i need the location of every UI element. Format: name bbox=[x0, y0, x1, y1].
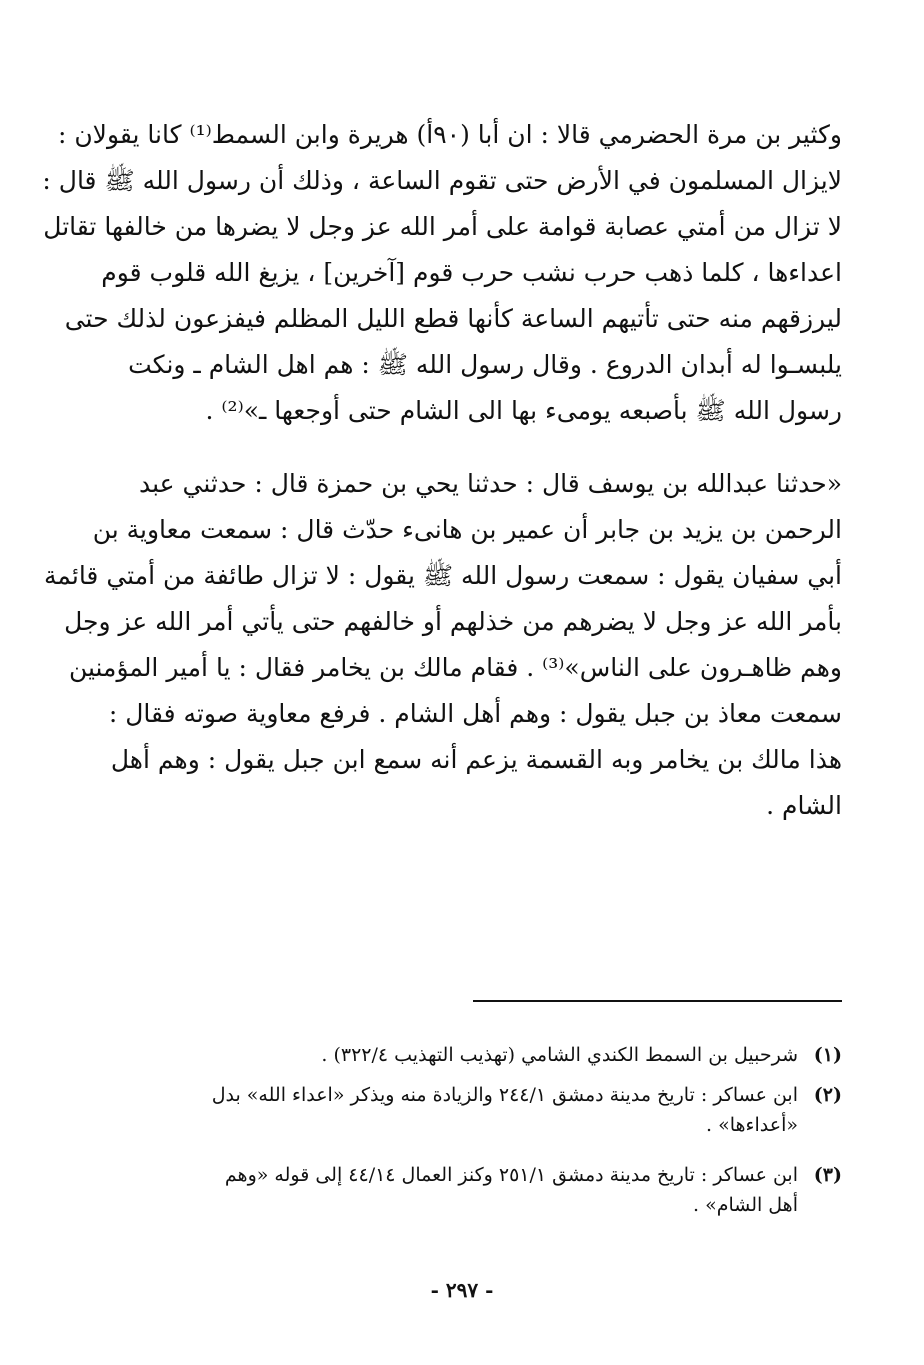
text-line: لايزال المسلمون في الأرض حتى تقوم الساعة ، وذلك أن رسول الله ﷺ قال : bbox=[42, 166, 842, 195]
footnote-line: ابن عساكر : تاريخ مدينة دمشق ٢٥١/١ وكنز العمال ٤٤/١٤ إلى قوله «وهم bbox=[224, 1164, 798, 1186]
text-line: الرحمن بن يزيد بن جابر أن عمير بن هانىء حدّث قال : سمعت معاوية بن bbox=[92, 515, 842, 544]
footnote-1 bbox=[120, 1040, 842, 1070]
body-paragraph-1 bbox=[42, 112, 842, 434]
text-line: سمعت معاذ بن جبل يقول : وهم أهل الشام . فرفع معاوية صوته فقال : bbox=[108, 699, 842, 728]
text-line: لا تزال من أمتي عصابة قوامة على أمر الله عز وجل لا يضرها من خالفها تقاتل bbox=[43, 212, 842, 241]
text-line: وكثير بن مرة الحضرمي قالا : ان أبا (٩٠أ) هريرة وابن السمط⁽¹⁾ كانا يقولان : bbox=[57, 120, 842, 149]
text-line: وهم ظاهـرون على الناس»⁽³⁾ . فقام مالك بن يخامر فقال : يا أمير المؤمنين bbox=[68, 653, 842, 682]
text-line: الشام . bbox=[766, 791, 842, 820]
footnote-divider bbox=[473, 1000, 842, 1002]
footnote-line: ابن عساكر : تاريخ مدينة دمشق ٢٤٤/١ والزيادة منه ويذكر «اعداء الله» بدل bbox=[211, 1084, 798, 1106]
page-number: - ٢٩٧ - bbox=[430, 1278, 494, 1302]
footnote-number: (٢) bbox=[813, 1084, 842, 1106]
footnote-text bbox=[120, 1040, 798, 1070]
text-line: ليرزقهم منه حتى تأتيهم الساعة كأنها قطع الليل المظلم فيفزعون لذلك حتى bbox=[64, 304, 842, 333]
text-line: «حدثنا عبدالله بن يوسف قال : حدثنا يحي بن حمزة قال : حدثني عبد bbox=[138, 469, 842, 498]
body-paragraph-2 bbox=[44, 461, 842, 829]
footnote-2 bbox=[120, 1080, 842, 1140]
footnote-3 bbox=[120, 1160, 842, 1220]
footnote-number: (١) bbox=[813, 1044, 842, 1066]
footnote-text bbox=[120, 1080, 798, 1140]
footnote-text bbox=[120, 1160, 798, 1220]
text-line: هذا مالك بن يخامر وبه القسمة يزعم أنه سمع ابن جبل يقول : وهم أهل bbox=[110, 745, 842, 774]
text-line: رسول الله ﷺ بأصبعه يومىء بها الى الشام حتى أوجعها ـ»⁽²⁾ . bbox=[205, 396, 842, 425]
text-line: أبي سفيان يقول : سمعت رسول الله ﷺ يقول : لا تزال طائفة من أمتي قائمة bbox=[44, 561, 842, 590]
text-line: اعداءها ، كلما ذهب حرب نشب حرب قوم [آخرين] ، يزيغ الله قلوب قوم bbox=[101, 258, 842, 287]
text-line: بأمر الله عز وجل لا يضرهم من خذلهم أو خالفهم حتى يأتي أمر الله عز وجل bbox=[64, 607, 842, 636]
footnote-line: شرحبيل بن السمط الكندي الشامي (تهذيب التهذيب ٣٢٢/٤) . bbox=[321, 1044, 798, 1066]
footnote-line: «أعداءها» . bbox=[706, 1114, 798, 1136]
footnote-line: أهل الشام» . bbox=[692, 1194, 798, 1216]
text-line: يلبسـوا له أبدان الدروع . وقال رسول الله ﷺ : هم اهل الشام ـ ونكت bbox=[128, 350, 842, 379]
footnote-number: (٣) bbox=[813, 1164, 842, 1186]
